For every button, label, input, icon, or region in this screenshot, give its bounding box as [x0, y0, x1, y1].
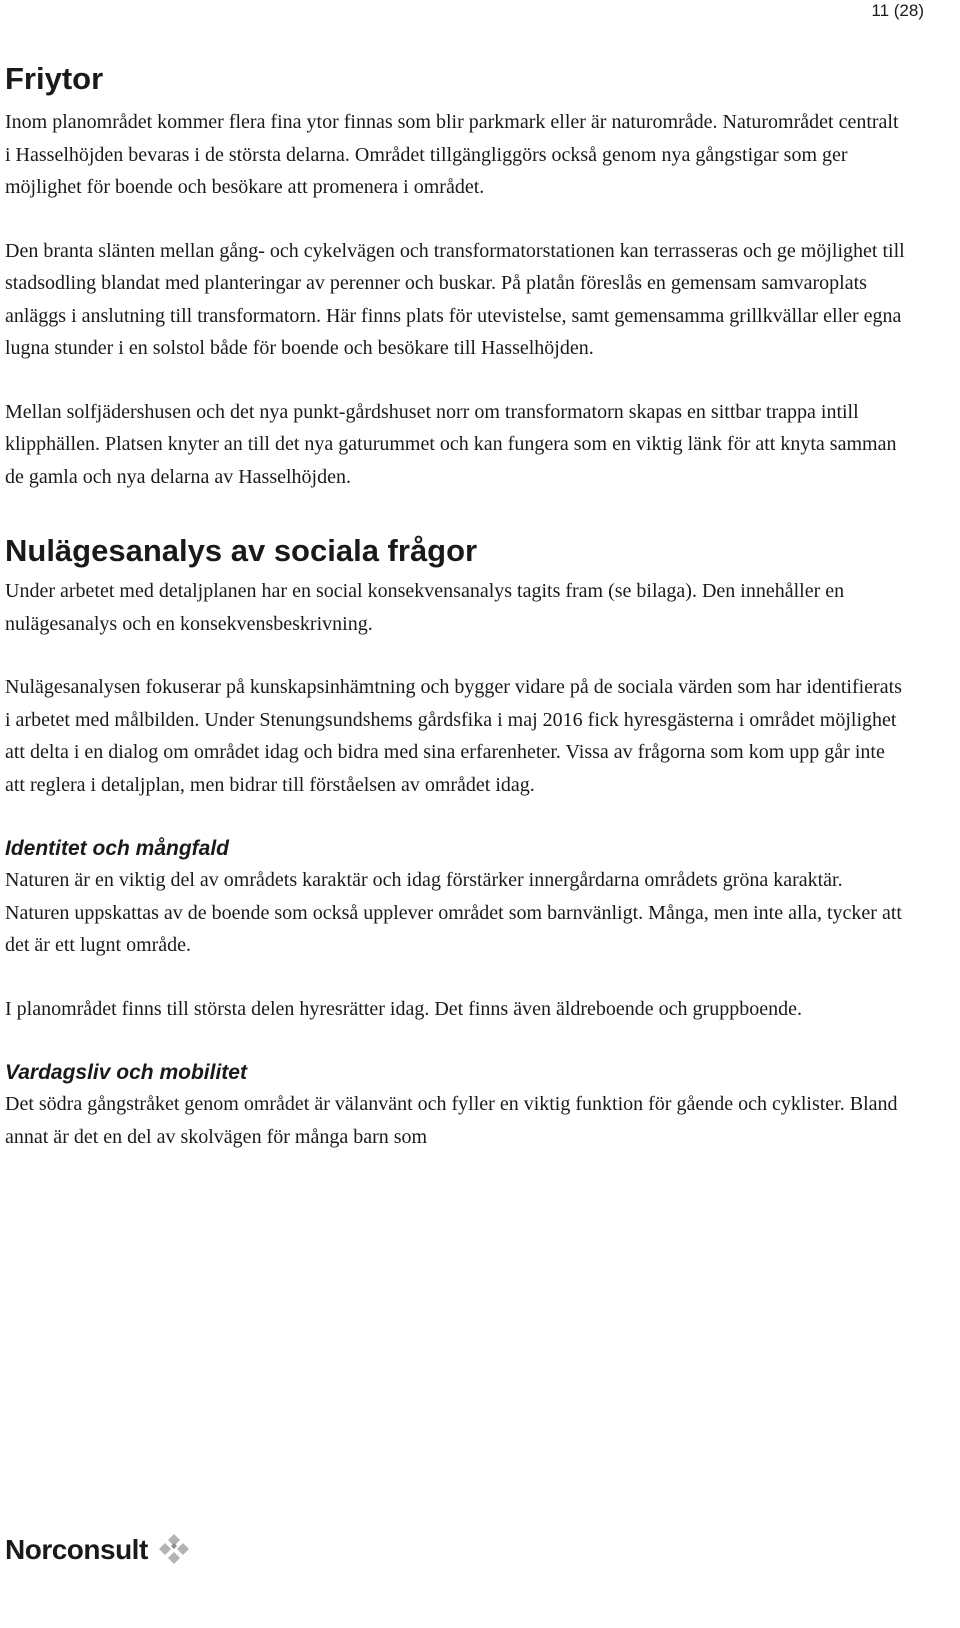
- paragraph-identitet-2: I planområdet finns till största delen hyresrätter idag. Det finns även äldreboende och gruppboende.: [5, 997, 802, 1020]
- footer-logo: [5, 1532, 192, 1568]
- paragraph-friytor-3: Mellan solfjädershusen och det nya punkt-gårdshuset norr om transformatorn skapas en sittbar trappa intill klipphällen. Platsen knyter an till det nya gaturummet och kan fungera som en viktig länk för att knyta samman de gamla och nya delarna av Hasselhöjden.: [5, 400, 897, 488]
- heading-identitet: Identitet och mångfald: [5, 837, 230, 860]
- paragraph-friytor-2: Den branta slänten mellan gång- och cykelvägen och transformatorstationen kan terrasseras och ge möjlighet till stadsodling blandat med planteringar av perenner och buskar. På platån föreslås en gemensam samvaroplats anläggs i anslutning till transformatorn. Här finns plats för utevistelse, samt gemensamma grillkvällar eller egna lugna stunder i en solstol både för boende och besökare till Hasselhöjden.: [5, 239, 905, 359]
- paragraph-nulage-2: Nulägesanalysen fokuserar på kunskapsinhämtning och bygger vidare på de sociala värden som har identifierats i arbetet med målbilden. Under Stenungsundshems gårdsfika i maj 2016 fick hyresgästerna i området möjlighet att delta i en dialog om området idag och bidra med sina erfarenheter. Vissa av frågorna som kom upp går inte att reglera i detaljplan, men bidrar till förståelsen av området idag.: [5, 676, 902, 796]
- heading-nulagesanalys: Nulägesanalys av sociala frågor: [5, 533, 478, 568]
- heading-vardagsliv: Vardagsliv och mobilitet: [5, 1061, 247, 1084]
- norconsult-diamond-logo-icon: [156, 1532, 192, 1568]
- logo-wordmark: Norconsult: [5, 1534, 148, 1565]
- paragraph-friytor-1: Inom planområdet kommer flera fina ytor finnas som blir parkmark eller är naturområde. Naturområdet centralt i Hasselhöjden bevaras i de största delarna. Området tillgängliggörs också genom nya gångstigar som ger möjlighet för boende och besökare att promenera i området.: [5, 111, 899, 198]
- paragraph-identitet-1: Naturen är en viktig del av områdets karaktär och idag förstärker innergårdarna områdets gröna karaktär. Naturen uppskattas av de boende som också upplever området som barnvänligt. Många, men inte alla, tycker att det är ett lugnt område.: [5, 869, 902, 956]
- paragraph-vardagsliv-1: Det södra gångstråket genom området är välanvänt och fyller en viktig funktion för gående och cyklister. Bland annat är det en del av skolvägen för många barn som: [5, 1093, 898, 1148]
- heading-friytor: Friytor: [5, 61, 104, 96]
- page-number: 11 (28): [871, 1, 924, 20]
- document-body: [5, 52, 905, 1153]
- paragraph-nulage-1: Under arbetet med detaljplanen har en social konsekvensanalys tagits fram (se bilaga). Den innehåller en nulägesanalys och en konsekvensbeskrivning.: [5, 580, 845, 635]
